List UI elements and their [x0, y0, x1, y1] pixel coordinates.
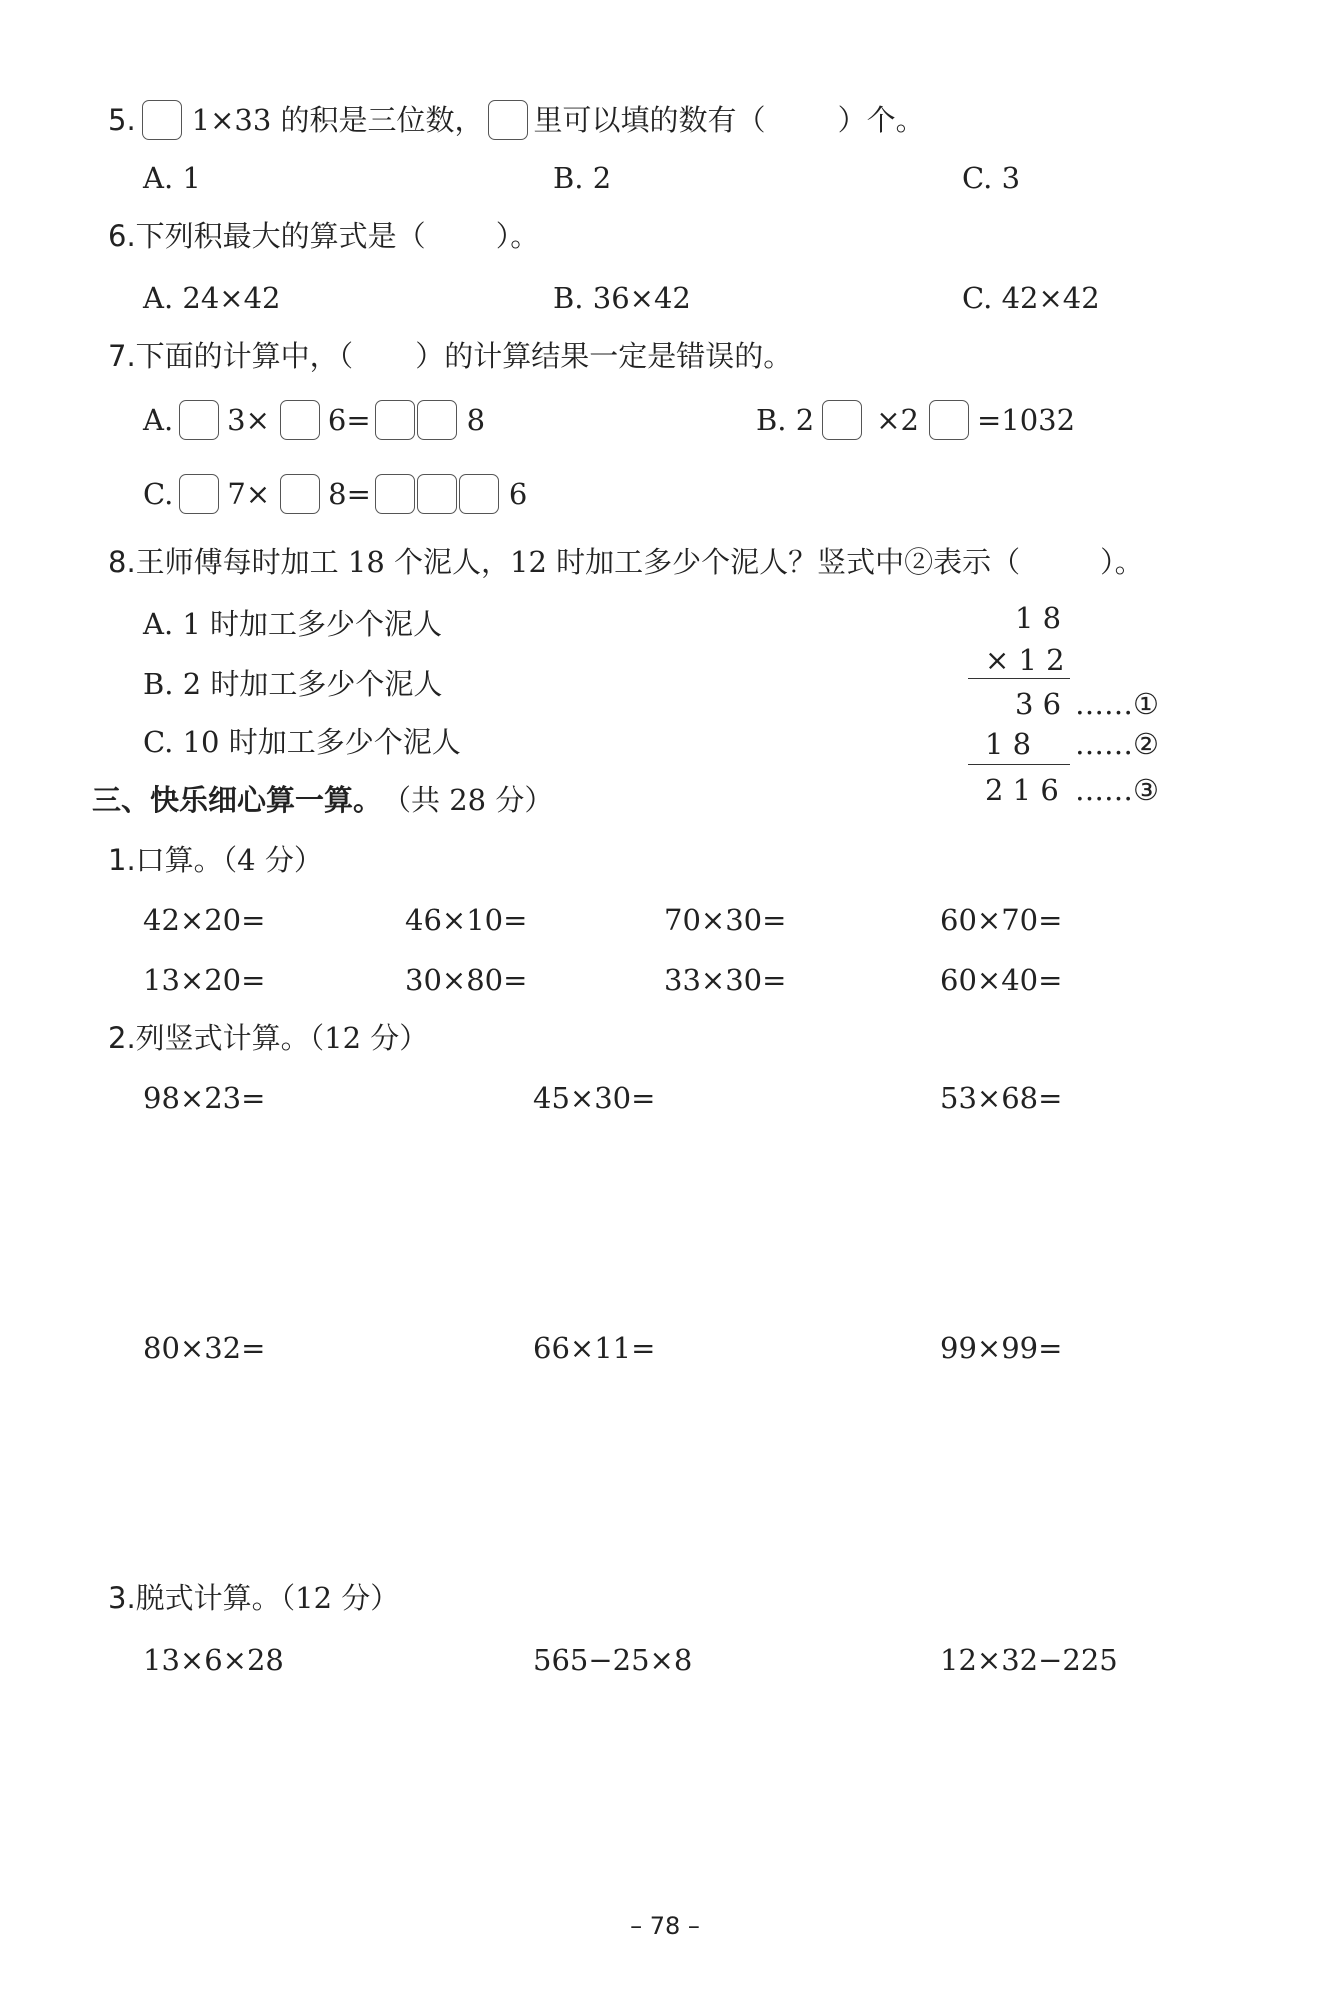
option-b[interactable]: B. 36×42 — [553, 281, 691, 315]
option-c[interactable] — [143, 474, 527, 514]
partial-product-2: 1 8 — [985, 727, 1032, 761]
section-score: （共 28 分） — [382, 783, 554, 817]
multiplicand: 1 8 — [1015, 601, 1062, 635]
part-2-header — [108, 1021, 429, 1055]
question-text: 王师傅每时加工 18 个泥人，12 时加工多少个泥人？竖式中②表示（ — [135, 545, 1021, 579]
oral-problem[interactable]: 33×30= — [664, 963, 787, 997]
step-marker-1: ……① — [1075, 687, 1159, 721]
digit-box[interactable] — [929, 400, 969, 440]
part-1-header — [108, 843, 323, 877]
vertical-problem[interactable]: 66×11= — [533, 1331, 656, 1365]
question-number: 5. — [108, 102, 136, 137]
expression-part: 7× — [227, 476, 271, 511]
part-3-header — [108, 1581, 400, 1615]
option-c[interactable]: C. 42×42 — [962, 281, 1100, 315]
question-text: 下列积最大的算式是（ — [135, 219, 426, 253]
expression-part: 3× — [227, 402, 270, 437]
option-a[interactable]: A. 1 — [143, 161, 201, 195]
oral-problem[interactable]: 42×20= — [143, 903, 266, 937]
question-text: ）个。 — [837, 102, 925, 137]
option-c[interactable]: C. 3 — [962, 161, 1021, 195]
oral-problem[interactable]: 70×30= — [664, 903, 787, 937]
step-problem[interactable]: 565−25×8 — [533, 1643, 693, 1677]
question-text: 下面的计算中，（ — [135, 339, 354, 373]
question-text: 1×33 的积是三位数， — [191, 102, 484, 137]
question-text: ）的计算结果一定是错误的。 — [415, 339, 793, 373]
part-title: 列竖式计算。（12 分） — [135, 1021, 429, 1055]
option-b[interactable]: B. 2 — [553, 161, 612, 195]
question-text: 里可以填的数有（ — [533, 102, 766, 137]
vertical-problem[interactable]: 53×68= — [940, 1081, 1063, 1115]
question-text: ）。 — [1100, 545, 1144, 579]
digit-box[interactable] — [375, 474, 415, 514]
product: 2 1 6 — [985, 773, 1059, 807]
option-label: B. 2 — [756, 402, 815, 437]
partial-product-1: 3 6 — [1015, 687, 1062, 721]
vertical-problem[interactable]: 45×30= — [533, 1081, 656, 1115]
digit-box[interactable] — [179, 474, 219, 514]
section-3-header — [92, 783, 554, 817]
answer-box[interactable] — [488, 100, 528, 140]
digit-box[interactable] — [417, 474, 457, 514]
option-c[interactable]: C. 10 时加工多少个泥人 — [143, 725, 461, 759]
vertical-problem[interactable]: 98×23= — [143, 1081, 266, 1115]
step-marker-3: ……③ — [1075, 773, 1159, 807]
oral-problem[interactable]: 60×70= — [940, 903, 1063, 937]
question-number: 1. — [108, 843, 136, 877]
question-number: 7. — [108, 339, 136, 373]
answer-box[interactable] — [142, 100, 182, 140]
question-number: 3. — [108, 1581, 136, 1615]
question-text: ）。 — [495, 219, 540, 253]
digit-box[interactable] — [280, 474, 320, 514]
section-title: 三、快乐细心算一算。 — [92, 783, 383, 817]
oral-problem[interactable]: 13×20= — [143, 963, 266, 997]
vertical-problem[interactable]: 99×99= — [940, 1331, 1063, 1365]
oral-problem[interactable]: 60×40= — [940, 963, 1063, 997]
step-marker-2: ……② — [1075, 727, 1159, 761]
step-problem[interactable]: 12×32−225 — [940, 1643, 1118, 1677]
option-label: C. — [143, 476, 174, 511]
digit-box[interactable] — [179, 400, 219, 440]
digit-box[interactable] — [459, 474, 499, 514]
option-b[interactable] — [756, 400, 1075, 440]
digit-box[interactable] — [280, 400, 320, 440]
question-number: 2. — [108, 1021, 136, 1055]
oral-problem[interactable]: 46×10= — [405, 903, 528, 937]
digit-box[interactable] — [375, 400, 415, 440]
expression-part: ×2 — [876, 402, 919, 437]
option-label: A. — [143, 402, 174, 437]
oral-problem[interactable]: 30×80= — [405, 963, 528, 997]
question-6 — [108, 219, 540, 253]
question-number: 6. — [108, 219, 136, 253]
page-number: – 78 – — [630, 1912, 700, 1940]
expression-part: 8 — [466, 402, 486, 437]
option-b[interactable]: B. 2 时加工多少个泥人 — [143, 667, 443, 701]
part-title: 口算。（4 分） — [135, 843, 323, 877]
option-a[interactable]: A. 1 时加工多少个泥人 — [143, 607, 443, 641]
option-a[interactable]: A. 24×42 — [143, 281, 281, 315]
calc-line — [968, 764, 1070, 765]
digit-box[interactable] — [822, 400, 862, 440]
step-problem[interactable]: 13×6×28 — [143, 1643, 284, 1677]
digit-box[interactable] — [417, 400, 457, 440]
expression-part: 6= — [327, 402, 371, 437]
vertical-problem[interactable]: 80×32= — [143, 1331, 266, 1365]
question-7 — [108, 339, 793, 373]
expression-part: 8= — [328, 476, 371, 511]
part-title: 脱式计算。（12 分） — [135, 1581, 400, 1615]
option-a[interactable] — [143, 400, 485, 440]
expression-part: =1032 — [976, 402, 1076, 437]
multiplier: × 1 2 — [985, 643, 1065, 677]
question-5 — [108, 100, 925, 140]
question-number: 8. — [108, 545, 136, 579]
calc-line — [968, 678, 1070, 679]
question-8 — [108, 545, 1144, 579]
expression-part: 6 — [508, 476, 528, 511]
